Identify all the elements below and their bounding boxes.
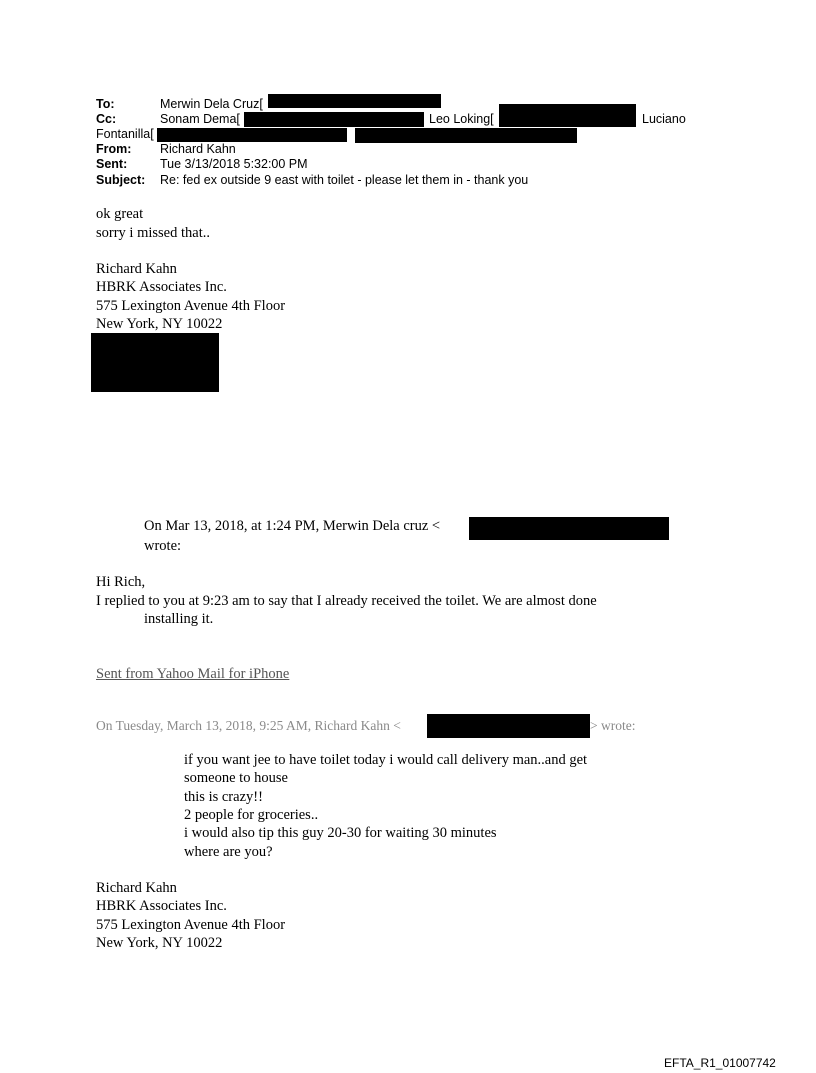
quote-attribution: On Mar 13, 2018, at 1:24 PM, Merwin Dela cruz < (144, 518, 441, 534)
sent-from-link[interactable]: Sent from Yahoo Mail for iPhone (96, 666, 290, 682)
sent-label: Sent: (96, 157, 128, 171)
signature-line: Richard Kahn (96, 261, 177, 277)
to-label: To: (96, 97, 115, 111)
redaction-block (268, 94, 441, 108)
quote-body-line: this is crazy!! (184, 789, 263, 805)
quote-body-line: someone to house (184, 770, 288, 786)
redaction-block (244, 112, 424, 127)
signature-line: New York, NY 10022 (96, 316, 223, 332)
redaction-block (91, 333, 219, 392)
reply-line: ok great (96, 206, 144, 222)
quote-greeting: Hi Rich, (96, 574, 146, 590)
redaction-block (157, 128, 347, 142)
redaction-block (355, 128, 577, 143)
quote-attribution: On Tuesday, March 13, 2018, 9:25 AM, Richard Kahn < (96, 718, 401, 733)
from-label: From: (96, 142, 132, 156)
cc-label: Cc: (96, 112, 117, 126)
document-id: EFTA_R1_01007742 (664, 1056, 776, 1070)
signature-line: HBRK Associates Inc. (96, 898, 227, 914)
quote-body-line: 2 people for groceries.. (184, 807, 319, 823)
subject-value: Re: fed ex outside 9 east with toilet - please let them in - thank you (160, 173, 529, 187)
reply-line: sorry i missed that.. (96, 225, 210, 241)
from-value: Richard Kahn (160, 142, 236, 156)
cc-wrap: Fontanilla[ (96, 127, 154, 141)
cc-recipient-2: Leo Loking[ (429, 112, 494, 126)
signature-line: 575 Lexington Avenue 4th Floor (96, 917, 286, 933)
cc-value: Sonam Dema[ (160, 112, 240, 126)
quote-body-line: I replied to you at 9:23 am to say that I already received the toilet. We are almost done (96, 593, 597, 609)
quote-body-line: where are you? (184, 844, 273, 860)
signature-line: Richard Kahn (96, 880, 177, 896)
quote-attribution-wrote: > wrote: (590, 718, 636, 733)
signature-line: HBRK Associates Inc. (96, 279, 227, 295)
quote-body-line: installing it. (144, 611, 214, 627)
quote-attribution-wrote: wrote: (144, 538, 182, 554)
sent-value: Tue 3/13/2018 5:32:00 PM (160, 157, 308, 171)
signature-line: 575 Lexington Avenue 4th Floor (96, 298, 286, 314)
subject-label: Subject: (96, 173, 146, 187)
redaction-block (499, 104, 636, 127)
signature-line: New York, NY 10022 (96, 935, 223, 951)
quote-body-line: if you want jee to have toilet today i would call delivery man..and get (184, 752, 588, 768)
quote-body-line: i would also tip this guy 20-30 for waiting 30 minutes (184, 825, 497, 841)
redaction-block (469, 517, 669, 540)
to-value: Merwin Dela Cruz[ (160, 97, 263, 111)
cc-recipient-3: Luciano (642, 112, 686, 126)
redaction-block (427, 714, 590, 738)
sent-from-link-wrap (96, 665, 289, 683)
